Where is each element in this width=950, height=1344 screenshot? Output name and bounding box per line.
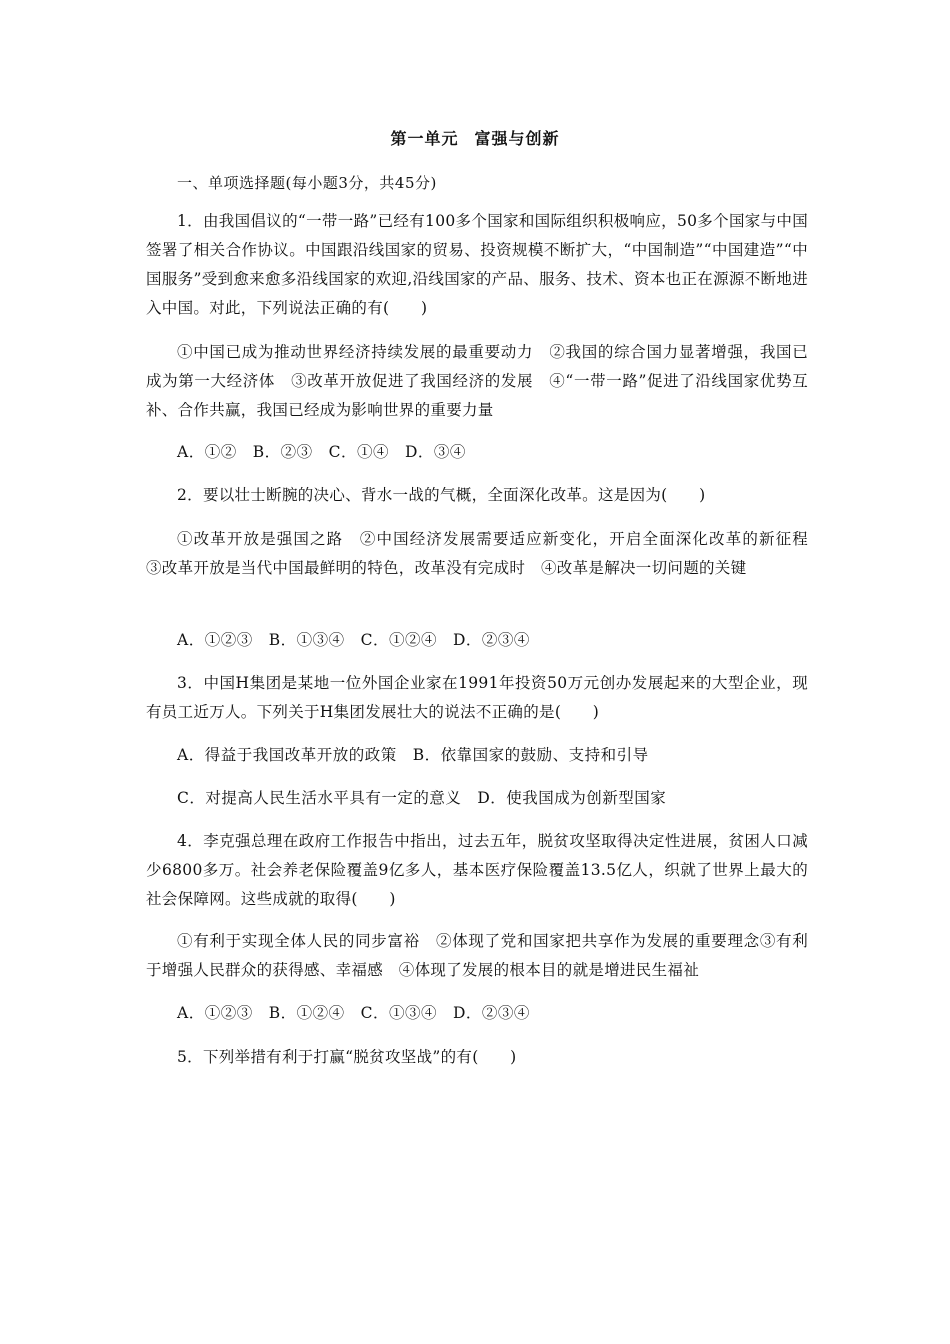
- unit-title-number: 第一单元: [390, 129, 459, 148]
- question-2-stem: 2．要以壮士断腕的决心、背水一战的气概，全面深化改革。这是因为( ): [177, 486, 706, 504]
- question-1-stem: 1．由我国倡议的“一带一路”已经有100多个国家和国际组织积极响应，50多个国家与中国签署了相关合作协议。中国跟沿线国家的贸易、投资规模不断扩大，“中国制造”“中国建造”“中国服务”受到愈来愈多沿线国家的欢迎,沿线国家的产品、服务、技术、资本也正在源源不断地进入中国。对此，下列说法正确的有( ): [146, 212, 808, 317]
- question-5-stem: 5．下列举措有利于打赢“脱贫攻坚战”的有( ): [177, 1048, 517, 1066]
- question-3-options-line-1: A．得益于我国改革开放的政策 B．依靠国家的鼓励、支持和引导: [177, 746, 649, 764]
- question-3-stem: 3．中国H集团是某地一位外国企业家在1991年投资50万元创办发展起来的大型企业，现有员工近万人。下列关于H集团发展壮大的说法不正确的是( ): [146, 674, 808, 721]
- section-heading: 一、单项选择题(每小题3分，共45分): [177, 174, 437, 192]
- unit-title: [0, 126, 950, 149]
- question-1-statements: ①中国已成为推动世界经济持续发展的最重要动力 ②我国的综合国力显著增强，我国已成为第一大经济体 ③改革开放促进了我国经济的发展 ④“一带一路”促进了沿线国家优势互补、合作共赢，我国已经成为影响世界的重要力量: [146, 343, 808, 419]
- question-2-statements: ①改革开放是强国之路 ②中国经济发展需要适应新变化，开启全面深化改革的新征程 ③改革开放是当代中国最鲜明的特色，改革没有完成时 ④改革是解决一切问题的关键: [146, 530, 824, 577]
- question-1-options: A．①② B．②③ C．①④ D．③④: [177, 443, 466, 461]
- question-4-stem: 4．李克强总理在政府工作报告中指出，过去五年，脱贫攻坚取得决定性进展，贫困人口减少6800多万。社会养老保险覆盖9亿多人，基本医疗保险覆盖13.5亿人，织就了世界上最大的社会保障网。这些成就的取得( ): [146, 832, 808, 908]
- question-4-options: A．①②③ B．①②④ C．①③④ D．②③④: [177, 1004, 530, 1022]
- question-2-options: A．①②③ B．①③④ C．①②④ D．②③④: [177, 631, 530, 649]
- question-4-statements: ①有利于实现全体人民的同步富裕 ②体现了党和国家把共享作为发展的重要理念③有利于增强人民群众的获得感、幸福感 ④体现了发展的根本目的就是增进民生福祉: [146, 932, 808, 979]
- question-3-options-line-2: C．对提高人民生活水平具有一定的意义 D．使我国成为创新型国家: [177, 789, 667, 807]
- unit-title-topic: 富强与创新: [474, 129, 560, 148]
